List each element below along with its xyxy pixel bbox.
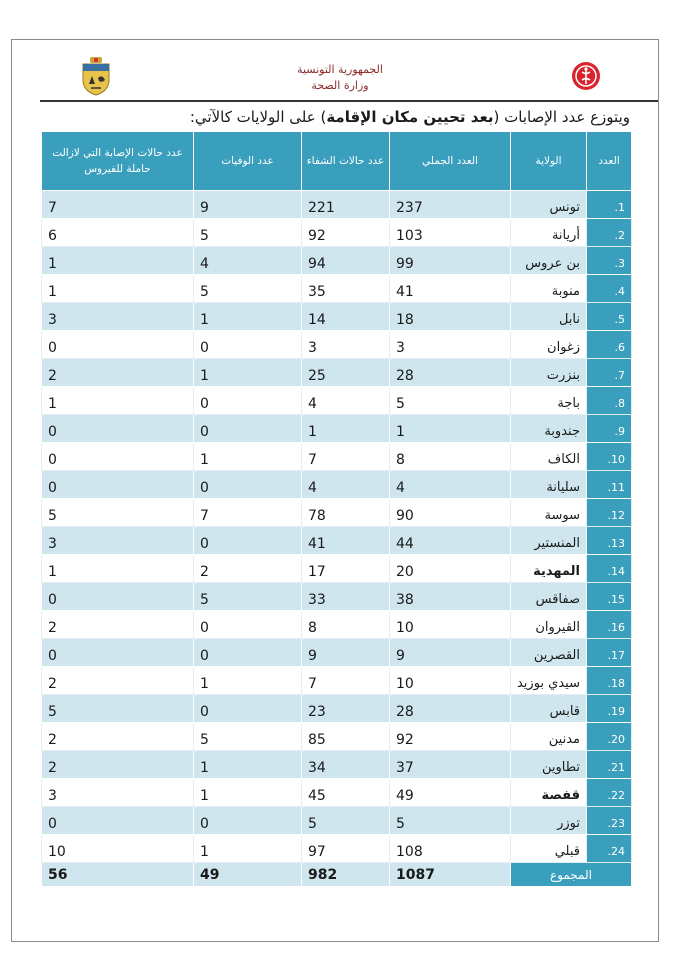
row-index: 18.: [587, 667, 632, 695]
row-active: 0: [42, 471, 194, 499]
row-index: 4.: [587, 275, 632, 303]
row-index: 3.: [587, 247, 632, 275]
row-index: 6.: [587, 331, 632, 359]
row-deaths: 0: [194, 807, 302, 835]
row-deaths: 4: [194, 247, 302, 275]
row-index: 22.: [587, 779, 632, 807]
row-recovered: 41: [302, 527, 390, 555]
totals-deaths: 49: [194, 863, 302, 887]
ministry-of-health-logo-icon: [571, 61, 601, 91]
row-recovered: 92: [302, 219, 390, 247]
cases-by-governorate-table: [41, 131, 632, 887]
row-active: 1: [42, 275, 194, 303]
row-deaths: 5: [194, 219, 302, 247]
table-row: [42, 331, 632, 359]
row-total: 44: [390, 527, 511, 555]
row-recovered: 35: [302, 275, 390, 303]
row-total: 9: [390, 639, 511, 667]
row-deaths: 7: [194, 499, 302, 527]
row-total: 10: [390, 667, 511, 695]
row-total: 103: [390, 219, 511, 247]
table-row: [42, 611, 632, 639]
intro-before: ويتوزع عدد الإصابات (: [493, 108, 630, 126]
row-index: 15.: [587, 583, 632, 611]
row-deaths: 1: [194, 835, 302, 863]
table-row: [42, 807, 632, 835]
table-row: [42, 751, 632, 779]
row-total: 20: [390, 555, 511, 583]
row-governorate: سيدي بوزيد: [511, 667, 587, 695]
row-governorate: تطاوين: [511, 751, 587, 779]
row-governorate: قبلي: [511, 835, 587, 863]
row-governorate: أريانة: [511, 219, 587, 247]
table-row: [42, 471, 632, 499]
row-total: 38: [390, 583, 511, 611]
row-recovered: 97: [302, 835, 390, 863]
table-header-row: [42, 132, 632, 191]
row-index: 20.: [587, 723, 632, 751]
tunisia-coat-of-arms-icon: [80, 56, 112, 96]
row-active: 2: [42, 667, 194, 695]
row-recovered: 34: [302, 751, 390, 779]
row-total: 37: [390, 751, 511, 779]
row-active: 3: [42, 527, 194, 555]
table-body: [42, 191, 632, 863]
row-deaths: 0: [194, 527, 302, 555]
row-active: 1: [42, 247, 194, 275]
row-active: 0: [42, 583, 194, 611]
row-recovered: 94: [302, 247, 390, 275]
row-total: 99: [390, 247, 511, 275]
row-index: 5.: [587, 303, 632, 331]
ministry-name: وزارة الصحة: [311, 79, 369, 92]
header-recovered: عدد حالات الشفاء: [302, 132, 390, 191]
row-index: 8.: [587, 387, 632, 415]
totals-active: 56: [42, 863, 194, 887]
header-total: العدد الجملي: [390, 132, 511, 191]
row-deaths: 0: [194, 331, 302, 359]
row-total: 5: [390, 807, 511, 835]
row-governorate: صفاقس: [511, 583, 587, 611]
row-index: 16.: [587, 611, 632, 639]
row-total: 92: [390, 723, 511, 751]
row-index: 14.: [587, 555, 632, 583]
row-recovered: 14: [302, 303, 390, 331]
table-row: [42, 779, 632, 807]
row-governorate: المهدية: [511, 555, 587, 583]
row-governorate: تونس: [511, 191, 587, 219]
row-governorate: سوسة: [511, 499, 587, 527]
row-governorate: قابس: [511, 695, 587, 723]
row-deaths: 5: [194, 275, 302, 303]
row-active: 0: [42, 639, 194, 667]
table-row: [42, 303, 632, 331]
table-row: [42, 219, 632, 247]
table-row: [42, 443, 632, 471]
table-row: [42, 527, 632, 555]
row-governorate: مدنين: [511, 723, 587, 751]
intro-sentence: [40, 106, 630, 128]
republic-name: الجمهورية التونسية: [297, 63, 383, 76]
row-deaths: 2: [194, 555, 302, 583]
row-total: 1: [390, 415, 511, 443]
header-governorate: الولاية: [511, 132, 587, 191]
row-recovered: 7: [302, 443, 390, 471]
row-active: 2: [42, 751, 194, 779]
row-recovered: 3: [302, 331, 390, 359]
row-active: 0: [42, 331, 194, 359]
row-recovered: 221: [302, 191, 390, 219]
row-total: 28: [390, 359, 511, 387]
row-deaths: 1: [194, 667, 302, 695]
table-row: [42, 639, 632, 667]
row-deaths: 1: [194, 359, 302, 387]
row-total: 28: [390, 695, 511, 723]
row-total: 4: [390, 471, 511, 499]
row-index: 24.: [587, 835, 632, 863]
row-index: 9.: [587, 415, 632, 443]
table-row: [42, 695, 632, 723]
row-total: 90: [390, 499, 511, 527]
row-recovered: 8: [302, 611, 390, 639]
row-active: 2: [42, 723, 194, 751]
header-deaths: عدد الوفيات: [194, 132, 302, 191]
row-total: 10: [390, 611, 511, 639]
row-total: 108: [390, 835, 511, 863]
row-governorate: القيروان: [511, 611, 587, 639]
row-deaths: 5: [194, 583, 302, 611]
row-index: 10.: [587, 443, 632, 471]
row-total: 237: [390, 191, 511, 219]
row-deaths: 0: [194, 639, 302, 667]
row-active: 3: [42, 303, 194, 331]
table-row: [42, 247, 632, 275]
row-governorate: منوبة: [511, 275, 587, 303]
row-deaths: 1: [194, 779, 302, 807]
row-deaths: 0: [194, 695, 302, 723]
table-row: [42, 191, 632, 219]
row-recovered: 7: [302, 667, 390, 695]
row-recovered: 17: [302, 555, 390, 583]
row-recovered: 85: [302, 723, 390, 751]
row-index: 19.: [587, 695, 632, 723]
row-recovered: 5: [302, 807, 390, 835]
intro-bold: بعد تحيين مكان الإقامة: [326, 108, 494, 126]
row-deaths: 0: [194, 611, 302, 639]
table-row: [42, 415, 632, 443]
row-recovered: 45: [302, 779, 390, 807]
row-active: 7: [42, 191, 194, 219]
row-deaths: 1: [194, 751, 302, 779]
row-deaths: 9: [194, 191, 302, 219]
row-active: 10: [42, 835, 194, 863]
row-governorate: جندوبة: [511, 415, 587, 443]
row-index: 2.: [587, 219, 632, 247]
row-active: 1: [42, 555, 194, 583]
row-active: 6: [42, 219, 194, 247]
row-active: 0: [42, 415, 194, 443]
row-deaths: 0: [194, 471, 302, 499]
table-row: [42, 583, 632, 611]
row-governorate: بن عروس: [511, 247, 587, 275]
row-deaths: 1: [194, 303, 302, 331]
row-deaths: 1: [194, 443, 302, 471]
row-governorate: باجة: [511, 387, 587, 415]
row-index: 21.: [587, 751, 632, 779]
row-governorate: نابل: [511, 303, 587, 331]
row-governorate: سليانة: [511, 471, 587, 499]
row-deaths: 5: [194, 723, 302, 751]
row-active: 2: [42, 359, 194, 387]
row-index: 1.: [587, 191, 632, 219]
header-divider: [40, 100, 658, 102]
table-row: [42, 275, 632, 303]
totals-row: [42, 863, 632, 887]
intro-after: ) على الولايات كالآتي:: [189, 108, 327, 126]
row-total: 3: [390, 331, 511, 359]
row-index: 12.: [587, 499, 632, 527]
row-recovered: 78: [302, 499, 390, 527]
table-row: [42, 387, 632, 415]
row-total: 5: [390, 387, 511, 415]
row-index: 7.: [587, 359, 632, 387]
row-recovered: 1: [302, 415, 390, 443]
row-total: 8: [390, 443, 511, 471]
row-recovered: 9: [302, 639, 390, 667]
row-recovered: 4: [302, 387, 390, 415]
row-active: 0: [42, 807, 194, 835]
table-row: [42, 723, 632, 751]
row-active: 5: [42, 499, 194, 527]
row-deaths: 0: [194, 387, 302, 415]
row-active: 3: [42, 779, 194, 807]
table-row: [42, 555, 632, 583]
table-row: [42, 499, 632, 527]
letterhead: [40, 52, 660, 100]
letterhead-text: [270, 62, 410, 94]
header-active: عدد حالات الإصابة التي لازالت حاملة للفيروس: [42, 132, 194, 191]
row-total: 49: [390, 779, 511, 807]
row-governorate: المنستير: [511, 527, 587, 555]
row-index: 13.: [587, 527, 632, 555]
row-index: 11.: [587, 471, 632, 499]
row-active: 0: [42, 443, 194, 471]
row-governorate: توزر: [511, 807, 587, 835]
row-active: 5: [42, 695, 194, 723]
row-active: 2: [42, 611, 194, 639]
row-governorate: القصرين: [511, 639, 587, 667]
row-recovered: 23: [302, 695, 390, 723]
table-row: [42, 359, 632, 387]
row-index: 17.: [587, 639, 632, 667]
row-governorate: الكاف: [511, 443, 587, 471]
row-deaths: 0: [194, 415, 302, 443]
row-active: 1: [42, 387, 194, 415]
row-total: 18: [390, 303, 511, 331]
row-index: 23.: [587, 807, 632, 835]
row-recovered: 25: [302, 359, 390, 387]
header-index: العدد: [587, 132, 632, 191]
row-governorate: بنزرت: [511, 359, 587, 387]
table-row: [42, 667, 632, 695]
totals-recovered: 982: [302, 863, 390, 887]
totals-label: المجموع: [511, 863, 632, 887]
row-total: 41: [390, 275, 511, 303]
row-recovered: 4: [302, 471, 390, 499]
table-row: [42, 835, 632, 863]
row-governorate: زغوان: [511, 331, 587, 359]
row-governorate: قفصة: [511, 779, 587, 807]
totals-total: 1087: [390, 863, 511, 887]
row-recovered: 33: [302, 583, 390, 611]
